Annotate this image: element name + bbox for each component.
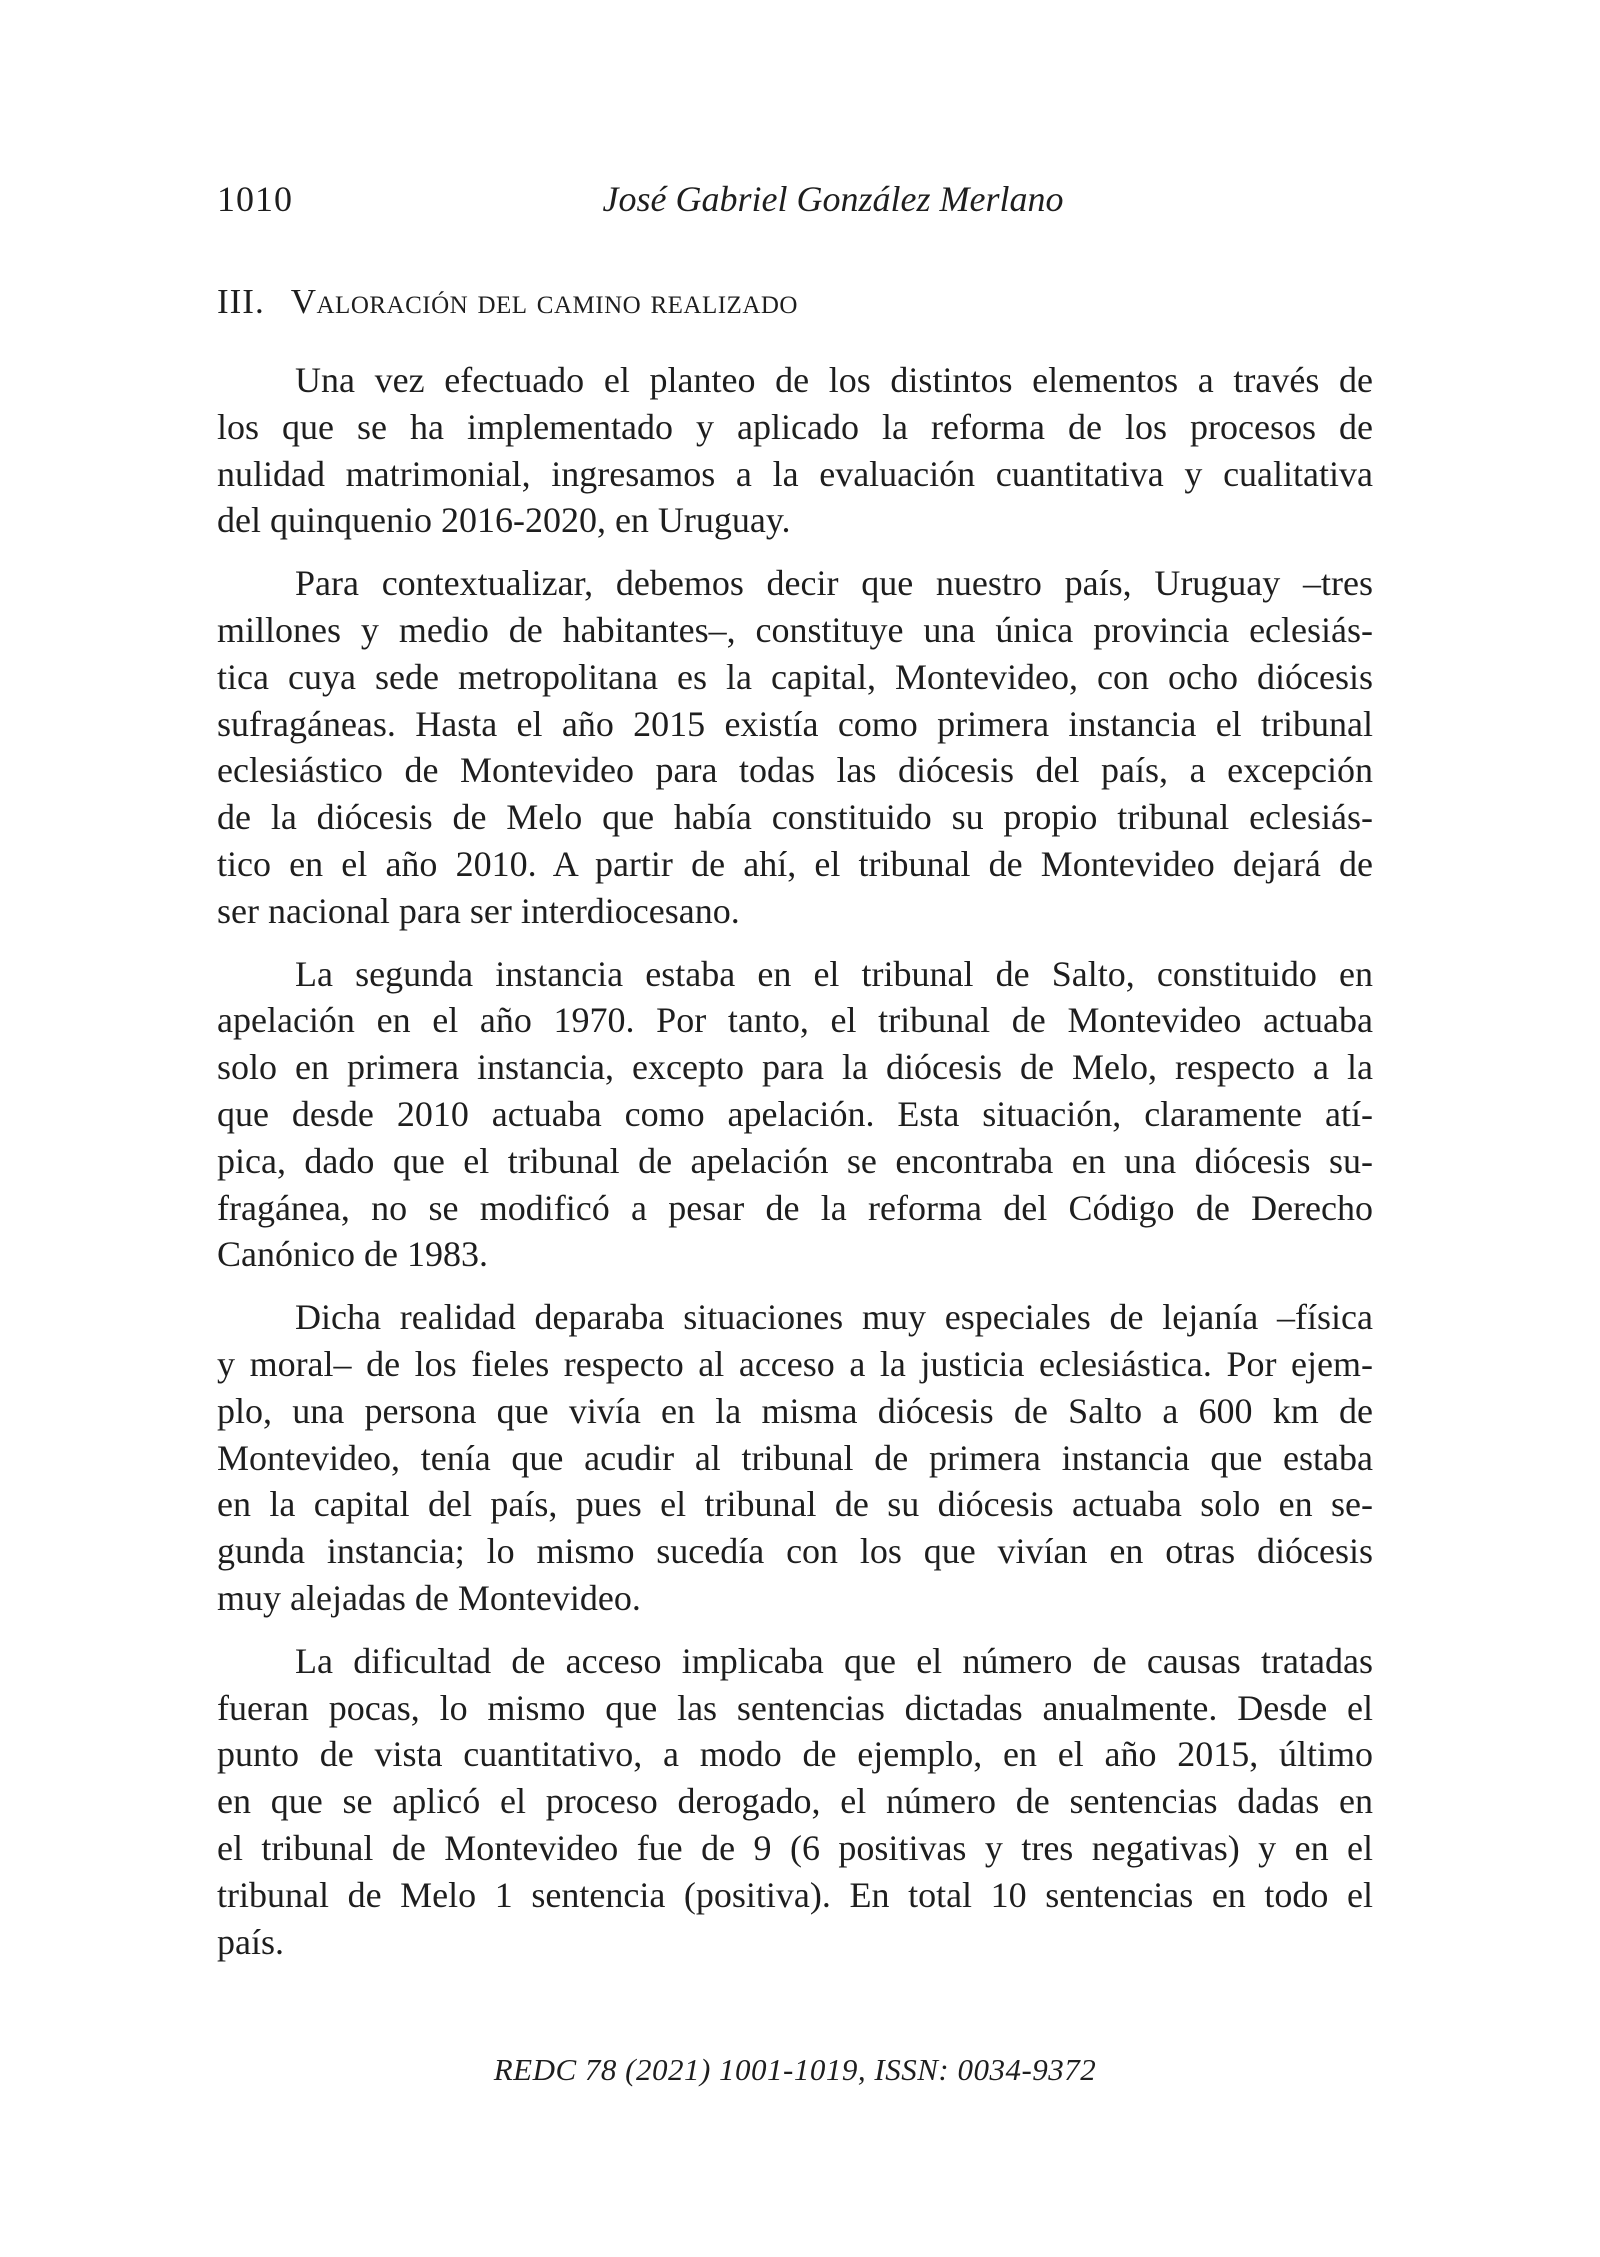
section-heading xyxy=(217,284,1373,319)
journal-citation: REDC 78 (2021) 1001-1019, ISSN: 0034-9372 xyxy=(493,2052,1097,2087)
paragraph xyxy=(217,560,1373,934)
paragraph xyxy=(217,951,1373,1279)
paragraph xyxy=(217,1294,1373,1622)
text-line: y moral– de los fieles respecto al acceso a la justicia eclesiástica. Por ejem- xyxy=(217,1343,1373,1384)
text-line: plo, una persona que vivía en la misma diócesis de Salto a 600 km de xyxy=(217,1390,1373,1431)
paragraph xyxy=(217,357,1373,544)
text-line: país. xyxy=(217,1921,284,1962)
text-line: tica cuya sede metropolitana es la capital, Montevideo, con ocho diócesis xyxy=(217,656,1373,697)
text-line: punto de vista cuantitativo, a modo de ejemplo, en el año 2015, último xyxy=(217,1734,1373,1775)
text-line: el tribunal de Montevideo fue de 9 (6 positivas y tres negativas) y en el xyxy=(217,1827,1373,1868)
text-line: fueran pocas, lo mismo que las sentencias dictadas anualmente. Desde el xyxy=(217,1687,1373,1728)
text-line: millones y medio de habitantes–, constituye una única provincia eclesiás- xyxy=(217,609,1373,650)
text-line: fragánea, no se modificó a pesar de la reforma del Código de Derecho xyxy=(217,1187,1373,1228)
section-number: III. xyxy=(217,282,265,321)
text-line: eclesiástico de Montevideo para todas las diócesis del país, a excepción xyxy=(217,750,1373,791)
text-line: Montevideo, tenía que acudir al tribunal de primera instancia que estaba xyxy=(217,1437,1373,1478)
text-line: solo en primera instancia, excepto para la diócesis de Melo, respecto a la xyxy=(217,1047,1373,1088)
text-line: Una vez efectuado el planteo de los distintos elementos a través de xyxy=(295,360,1373,400)
text-line: en que se aplicó el proceso derogado, el número de sentencias dadas en xyxy=(217,1781,1373,1822)
text-line: de la diócesis de Melo que había constituido su propio tribunal eclesiás- xyxy=(217,797,1373,838)
text-line: ser nacional para ser interdiocesano. xyxy=(217,890,740,931)
text-line: tribunal de Melo 1 sentencia (positiva). En total 10 sentencias en todo el xyxy=(217,1874,1373,1915)
text-line: muy alejadas de Montevideo. xyxy=(217,1577,641,1618)
text-line: Dicha realidad deparaba situaciones muy especiales de lejanía –física xyxy=(295,1297,1373,1338)
text-line: gunda instancia; lo mismo sucedía con los que vivían en otras diócesis xyxy=(217,1531,1373,1572)
text-line: Para contextualizar, debemos decir que nuestro país, Uruguay –tres xyxy=(295,563,1373,604)
paragraph xyxy=(217,1638,1373,1966)
text-line: La dificultad de acceso implicaba que el número de causas tratadas xyxy=(295,1640,1373,1681)
page-number: 1010 xyxy=(217,179,293,219)
page-header xyxy=(217,181,1373,217)
text-line: Canónico de 1983. xyxy=(217,1234,488,1275)
text-line: La segunda instancia estaba en el tribunal de Salto, constituido en xyxy=(295,953,1373,994)
article-body xyxy=(217,357,1373,1981)
text-line: en la capital del país, pues el tribunal de su diócesis actuaba solo en se- xyxy=(217,1484,1373,1525)
text-line: pica, dado que el tribunal de apelación se encontraba en una diócesis su- xyxy=(217,1140,1373,1181)
page-footer xyxy=(217,2054,1373,2085)
text-line: que desde 2010 actuaba como apelación. Esta situación, claramente atí- xyxy=(217,1093,1373,1134)
text-line: apelación en el año 1970. Por tanto, el tribunal de Montevideo actuaba xyxy=(217,1000,1373,1041)
text-line: los que se ha implementado y aplicado la reforma de los procesos de xyxy=(217,406,1373,447)
text-line: tico en el año 2010. A partir de ahí, el tribunal de Montevideo dejará de xyxy=(217,843,1373,884)
text-line: sufragáneas. Hasta el año 2015 existía como primera instancia el tribunal xyxy=(217,703,1373,744)
running-author: José Gabriel González Merlano xyxy=(602,179,1064,219)
text-line: del quinquenio 2016-2020, en Uruguay. xyxy=(217,500,791,541)
text-line: nulidad matrimonial, ingresamos a la evaluación cuantitativa y cualitativa xyxy=(217,453,1373,494)
section-title: Valoración del camino realizado xyxy=(290,282,798,321)
